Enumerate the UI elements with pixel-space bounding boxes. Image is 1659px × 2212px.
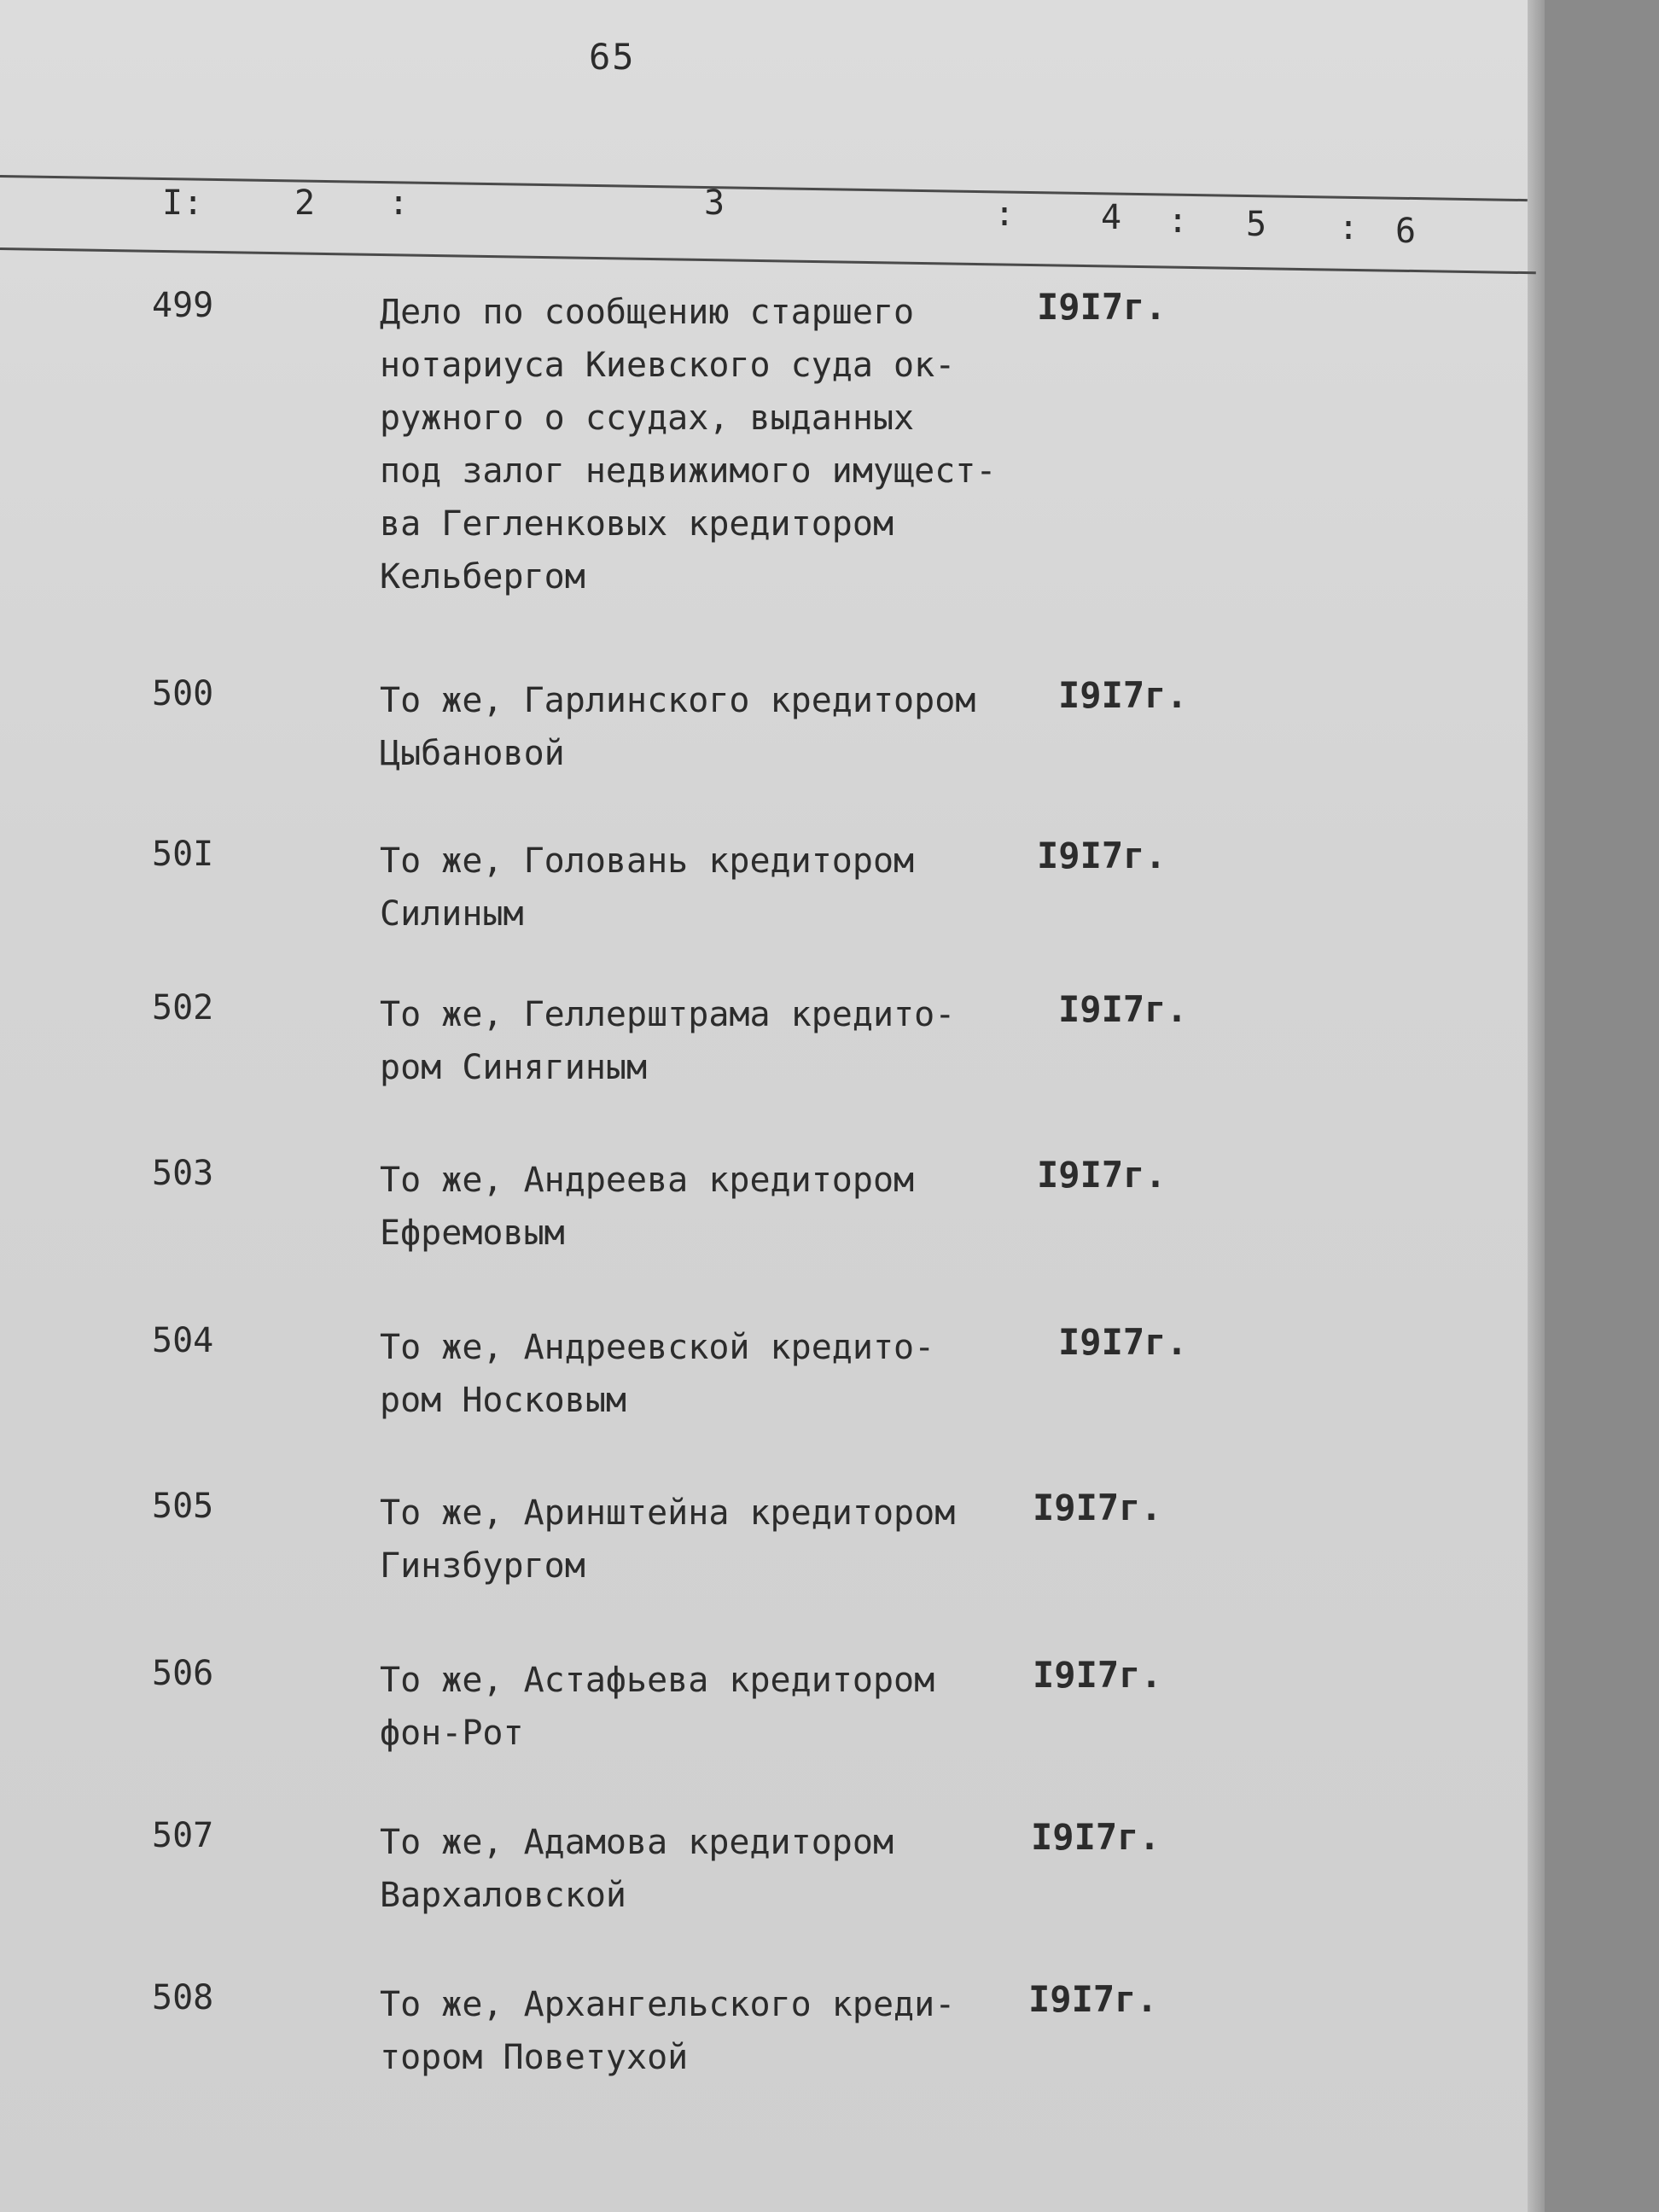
- entry-description: То же, Архангельского креди- тором Поветухой: [380, 1985, 956, 2077]
- entry-description: То же, Головань кредитором Силиным: [380, 841, 915, 934]
- entry-description: То же, Андреевской кредито- ром Носковым: [380, 1328, 935, 1420]
- entry-description: То же, Андреева кредитором Ефремовым: [380, 1161, 915, 1253]
- header-top-rule: [0, 175, 1528, 201]
- entry-number: 503: [152, 1154, 214, 1193]
- entry-number: 500: [152, 674, 214, 713]
- col-separator: :: [388, 183, 410, 223]
- entry-date: I9I7г.: [1037, 835, 1167, 876]
- header-bottom-rule: [0, 247, 1536, 274]
- col-header-3: 3: [704, 183, 725, 223]
- entry-number: 499: [152, 286, 214, 325]
- entry-number: 50I: [152, 835, 214, 874]
- entry-date: I9I7г.: [1037, 286, 1167, 328]
- entry-description: Дело по сообщению старшего нотариуса Киевского суда ок- ружного о ссудах, выданных под залог недвижимого имущест- ва Гегленковых кредитором Кельбергом: [380, 293, 997, 597]
- col-header-2: 2: [294, 183, 316, 223]
- entry-date: I9I7г.: [1031, 1816, 1161, 1858]
- entry-description: То же, Астафьева кредитором фон-Рот: [380, 1661, 935, 1753]
- entry-number: 505: [152, 1487, 214, 1526]
- entry-description: То же, Адамова кредитором Вархаловской: [380, 1823, 894, 1915]
- entry-description: То же, Геллерштрама кредито- ром Синягиным: [380, 995, 956, 1087]
- col-separator: :: [994, 195, 1016, 234]
- page-number: 65: [589, 36, 636, 78]
- entry-number: 506: [152, 1654, 214, 1693]
- entry-date: I9I7г.: [1028, 1978, 1158, 2020]
- col-header-4: 4: [1101, 198, 1122, 237]
- entry-date: I9I7г.: [1033, 1487, 1162, 1528]
- col-header-1: I:: [162, 183, 204, 223]
- entry-number: 502: [152, 988, 214, 1027]
- col-separator: :: [1167, 201, 1189, 241]
- col-separator: :: [1338, 208, 1359, 247]
- entry-date: I9I7г.: [1058, 1321, 1188, 1363]
- entry-date: I9I7г.: [1058, 674, 1188, 716]
- entry-date: I9I7г.: [1033, 1654, 1162, 1696]
- entry-description: То же, Гарлинского кредитором Цыбановой: [380, 681, 976, 773]
- col-header-6: 6: [1395, 212, 1417, 251]
- col-header-5: 5: [1246, 205, 1267, 244]
- page-edge: [1528, 0, 1545, 2212]
- entry-number: 507: [152, 1816, 214, 1855]
- entry-description: То же, Аринштейна кредитором Гинзбургом: [380, 1493, 956, 1586]
- entry-number: 508: [152, 1978, 214, 2017]
- entry-date: I9I7г.: [1037, 1154, 1167, 1196]
- entry-date: I9I7г.: [1058, 988, 1188, 1030]
- entry-number: 504: [152, 1321, 214, 1360]
